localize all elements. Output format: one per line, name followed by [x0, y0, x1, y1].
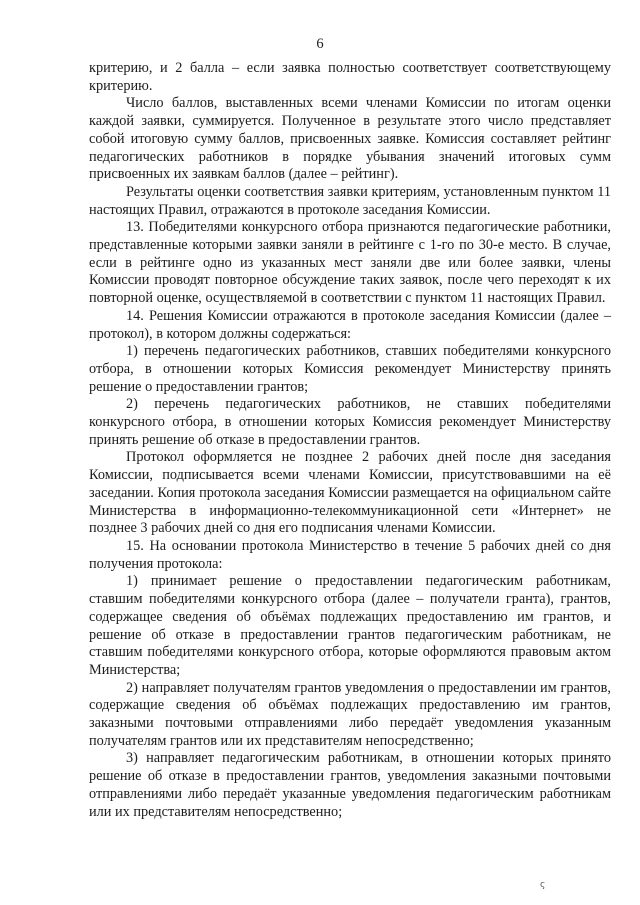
page-number: 6 — [316, 36, 324, 52]
paragraph-results: Результаты оценки соответствия заявки критериям, установленным пунктом 11 настоящих Правил, отражаются в протоколе заседания Комиссии. — [89, 183, 611, 218]
paragraph-item-15-2: 2) направляет получателям грантов уведомления о предоставлении им грантов, содержащие сведения об объёмах подлежащих предоставлению им грантов, заказными почтовыми отправлениями либо передаёт уведомления указанным получателям грантов или их представителям непосредственно; — [89, 679, 611, 749]
paragraph-item-14: 14. Решения Комиссии отражаются в протоколе заседания Комиссии (далее – протокол), в котором должны содержаться: — [89, 307, 611, 342]
scan-mark: ς — [540, 880, 546, 890]
document-body — [89, 60, 611, 821]
paragraph-score-sum: Число баллов, выставленных всеми членами Комиссии по итогам оценки каждой заявки, суммируется. Полученное в результате этого число представляет собой итоговую сумму баллов, присвоенных заявке. Комиссия составляет рейтинг педагогических работников в порядке убывания значений итоговых сумм присвоенных их заявкам баллов (далее – рейтинг). — [89, 95, 611, 183]
paragraph-item-13: 13. Победителями конкурсного отбора признаются педагогические работники, представленные которыми заявки заняли в рейтинге с 1-го по 30-е место. В случае, если в рейтинге одно из указанных мест заняли две или более заявки, члены Комиссии проводят повторное обсуждение таких заявок, после чего переходят к их повторной оценке, осуществляемой в соответствии с пунктом 11 настоящих Правил. — [89, 219, 611, 307]
paragraph-item-15: 15. На основании протокола Министерство в течение 5 рабочих дней со дня получения протокола: — [89, 537, 611, 572]
paragraph-item-15-3: 3) направляет педагогическим работникам, в отношении которых принято решение об отказе в предоставлении грантов, уведомления заказными почтовыми отправлениями либо передаёт указанные уведомления педагогическим работникам или их представителям непосредственно; — [89, 750, 611, 820]
paragraph-protocol: Протокол оформляется не позднее 2 рабочих дней после дня заседания Комиссии, подписывается всеми членами Комиссии, присутствовавшими на её заседании. Копия протокола заседания Комиссии размещается на официальном сайте Министерства в информационно-телекоммуникационной сети «Интернет» не позднее 3 рабочих дней со дня его подписания членами Комиссии. — [89, 449, 611, 537]
paragraph-item-14-2: 2) перечень педагогических работников, не ставших победителями конкурсного отбора, в отношении которых Комиссия рекомендует Министерству принять решение об отказе в предоставлении грантов. — [89, 396, 611, 448]
paragraph-item-15-1: 1) принимает решение о предоставлении педагогическим работникам, ставшим победителями конкурсного отбора (далее – получатели гранта), грантов, содержащее сведения об объёмах подлежащих предоставлению им грантов, и решение об отказе в предоставлении грантов педагогическим работникам, не ставшим победителями конкурсного отбора, которые оформляются правовым актом Министерства; — [89, 573, 611, 678]
paragraph-continuation: критерию, и 2 балла – если заявка полностью соответствует соответствующему критерию. — [89, 60, 611, 94]
paragraph-item-14-1: 1) перечень педагогических работников, ставших победителями конкурсного отбора, в отношении которых Комиссия рекомендует Министерству принять решение о предоставлении грантов; — [89, 343, 611, 395]
